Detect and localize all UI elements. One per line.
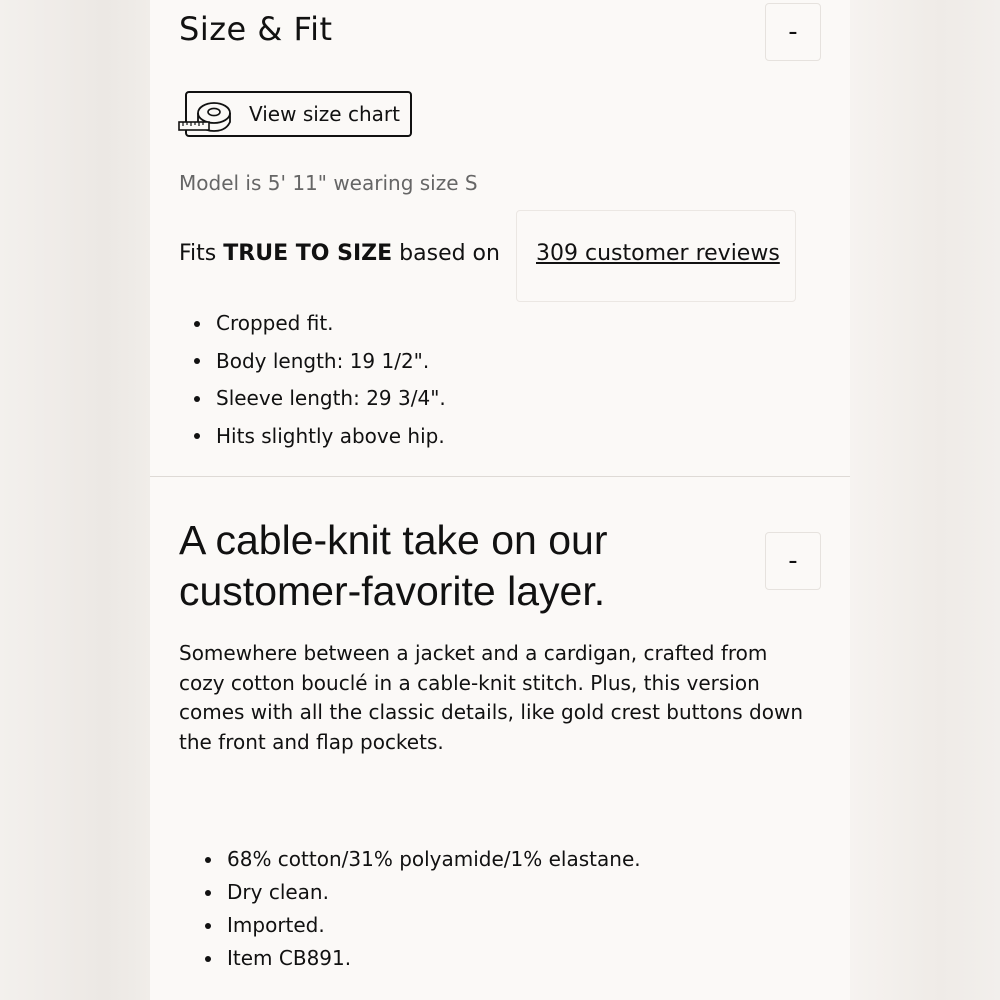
product-description: Somewhere between a jacket and a cardigan, crafted from cozy cotton bouclé in a cable-knit stitch. Plus, this version comes with all the classic details, like gold crest buttons down the front and flap pockets. [179, 641, 803, 754]
page-background-right [850, 0, 1000, 1000]
fit-details-list [179, 305, 446, 455]
list-item: Hits slightly above hip. [179, 418, 446, 456]
customer-reviews-box [516, 210, 796, 302]
size-fit-collapse-button[interactable]: - [765, 3, 821, 61]
list-item: 68% cotton/31% polyamide/1% elastane. [190, 843, 641, 876]
model-size-info: Model is 5' 11" wearing size S [179, 171, 478, 195]
fit-verdict: TRUE TO SIZE [223, 241, 393, 266]
size-fit-title: Size & Fit [179, 10, 333, 48]
list-item: Item CB891. [190, 942, 641, 975]
description-collapse-button[interactable]: - [765, 532, 821, 590]
list-item: Sleeve length: 29 3/4". [179, 380, 446, 418]
section-divider [150, 476, 850, 477]
product-details-panel [150, 0, 850, 1000]
fit-summary-suffix: based on [399, 241, 500, 266]
list-item: Body length: 19 1/2". [179, 343, 446, 381]
view-size-chart-button[interactable] [185, 91, 412, 137]
list-item: Imported. [190, 909, 641, 942]
page-background-left [0, 0, 150, 1000]
product-headline: A cable-knit take on our customer-favorite layer. [179, 517, 608, 614]
list-item: Dry clean. [190, 876, 641, 909]
customer-reviews-link[interactable]: 309 customer reviews [536, 241, 780, 266]
product-details-list [190, 843, 641, 975]
fit-summary-prefix: Fits [179, 241, 217, 266]
fit-summary [179, 241, 500, 266]
list-item: Cropped fit. [179, 305, 446, 343]
measuring-tape-icon [178, 100, 234, 134]
view-size-chart-label: View size chart [249, 102, 400, 126]
